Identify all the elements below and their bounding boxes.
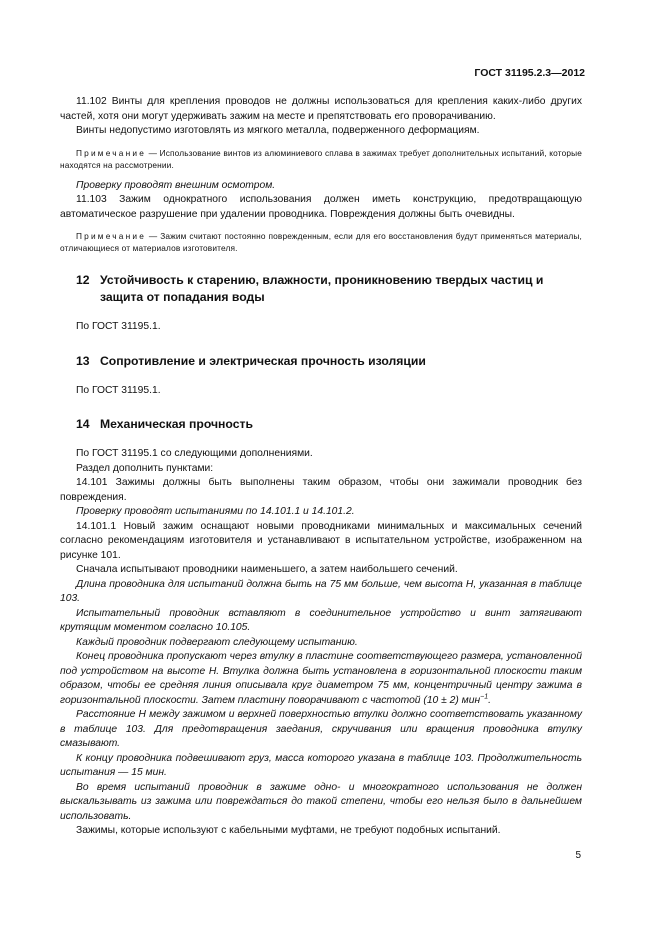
paragraph-italic: Проверку проводят испытаниями по 14.101.1 и 14.101.2. [76, 506, 355, 517]
section-heading-12: 12 Устойчивость к старению, влажности, проникновению твердых частиц и защита от попадания воды [76, 273, 544, 304]
paragraph: 11.102 Винты для крепления проводов не должны использоваться для крепления каких-либо других частей, хотя они могут удерживать зажим на месте и препятствовать его проворачиванию. [60, 96, 582, 122]
note: Примечание — Зажим считают постоянно поврежденным, если для его восстановления будут применяться материалы, отличающиеся от материалов изготовителя. [60, 231, 582, 253]
paragraph-italic: Во время испытаний проводник в зажиме одно- и многократного использования не должен выскальзывать из зажима или повреждаться до такой степени, чтобы его нельзя было в дальнейшем использовать. [60, 781, 582, 822]
paragraph-italic: Длина проводника для испытаний должна быть на 75 мм больше, чем высота H, указанная в таблице 103. [60, 578, 582, 604]
paragraph-italic: Расстояние H между зажимом и верхней поверхностью втулки должно соответствовать указанному в таблице 103. Для предотвращения заедания, скручивания или вращения проводника втулку смазывают. [60, 709, 582, 749]
section-heading-14: 14 Механическая прочность [76, 417, 253, 431]
paragraph: 14.101.1 Новый зажим оснащают новыми проводниками минимальных и максимальных сечений согласно рекомендациям изготовителя и устанавливают в испытательном устройстве, изображенном на рисунке 101. [60, 520, 582, 561]
paragraph-italic: Каждый проводник подвергают следующему испытанию. [76, 636, 358, 648]
paragraph: Сначала испытывают проводники наименьшего, а затем наибольшего сечений. [76, 564, 458, 575]
paragraph: Винты недопустимо изготовлять из мягкого металла, подверженного деформациям. [76, 125, 480, 136]
note: Примечание — Использование винтов из алюминиевого сплава в зажимах требует дополнительных испытаний, которые находятся на рассмотрении. [60, 147, 582, 170]
paragraph: По ГОСТ 31195.1 со следующими дополнениями. [76, 448, 313, 459]
section-heading-13: 13 Сопротивление и электрическая прочность изоляции [76, 353, 426, 368]
standard-code-header: ГОСТ 31195.2.3—2012 [474, 67, 585, 79]
paragraph-italic: К концу проводника подвешивают груз, масса которого указана в таблице 103. Продолжительность испытания — 15 мин. [60, 752, 582, 778]
document-body [60, 95, 582, 839]
paragraph-italic: Испытательный проводник вставляют в соединительное устройство и винт затягивают крутящим моментом согласно 10.105. [60, 607, 582, 633]
page-number: 5 [575, 850, 581, 861]
paragraph-italic: Конец проводника пропускают через втулку в пластине соответствующего размера, установленной под устройством на высоте H. Втулка должна быть установлена в горизонтальной плоскости таким образом, чтобы ее средняя линия описывала круг диаметром 75 мм, концентричный центру зажима в горизонтальной плоскости. Затем пластину поворачивают с частотой (10 ± 2) мин$^{-1}$. [60, 651, 582, 706]
paragraph: Зажимы, которые используют с кабельными муфтами, не требуют подобных испытаний. [76, 825, 501, 836]
paragraph: 14.101 Зажимы должны быть выполнены таким образом, чтобы они зажимали проводник без повреждения. [60, 477, 582, 503]
paragraph: По ГОСТ 31195.1. [76, 321, 161, 332]
paragraph: Раздел дополнить пунктами: [76, 462, 214, 474]
paragraph: По ГОСТ 31195.1. [76, 384, 161, 396]
paragraph-italic: Проверку проводят внешним осмотром. [76, 179, 276, 191]
paragraph: 11.103 Зажим однократного использования должен иметь конструкцию, предотвращающую автоматическое разрушение при удалении проводника. Повреждения должны быть очевидны. [60, 194, 582, 220]
